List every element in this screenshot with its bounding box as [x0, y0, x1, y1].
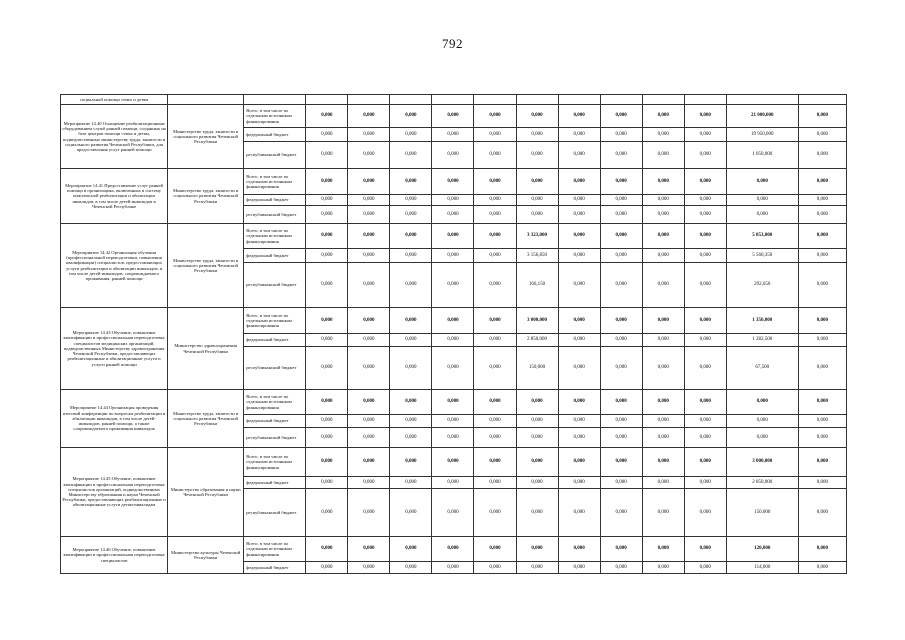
value-cell: 0,000: [600, 195, 642, 206]
value-cell: 0,000: [798, 347, 846, 390]
value-cell: 0,000: [798, 105, 846, 128]
value-cell: 0,000: [474, 142, 516, 169]
value-cell: 0,000: [642, 390, 684, 415]
value-cell: 0,000: [306, 105, 348, 128]
value-cell: 0,000: [684, 334, 726, 347]
value-cell: 2 850,000: [726, 477, 798, 489]
funding-source-cell: федеральный бюджет: [244, 195, 306, 206]
value-cell: 0,000: [558, 415, 600, 428]
value-cell: 0,000: [390, 195, 432, 206]
value-cell: 0,000: [390, 224, 432, 249]
value-cell: 0,000: [306, 308, 348, 334]
value-cell: 0,000: [600, 537, 642, 562]
value-cell: 0,000: [474, 489, 516, 537]
value-cell: 0,000: [474, 477, 516, 489]
value-cell: 0,000: [684, 308, 726, 334]
value-cell: 0,000: [600, 428, 642, 448]
value-cell: 0,000: [516, 415, 558, 428]
value-cell: 0,000: [390, 249, 432, 263]
activity-description: Мероприятие 14.44 Организация проведения итоговой конференции по вопросам реабилитации и абилитации инвалидов, в том числе детей-инвалидов, ранней помощи, а также сопровождаемого проживания инвалидов: [61, 390, 168, 448]
value-cell: 0,000: [558, 142, 600, 169]
funding-source-cell: Всего, в том числе по отдельным источникам финансирования: [244, 224, 306, 249]
value-cell: 0,000: [642, 428, 684, 448]
value-cell: 0,000: [306, 195, 348, 206]
executor-cell: Министерство труда, занятости и социального развития Чеченской Республики: [168, 169, 244, 224]
table-row: [61, 169, 847, 195]
value-cell: 0,000: [642, 334, 684, 347]
value-cell: 0,000: [432, 263, 474, 308]
value-cell: 0,000: [684, 489, 726, 537]
value-cell: 21 000,000: [726, 105, 798, 128]
value-cell: 0,000: [684, 105, 726, 128]
budget-table: [60, 94, 847, 574]
value-cell: 0,000: [474, 390, 516, 415]
value-cell: 0,000: [642, 537, 684, 562]
table-row: [61, 537, 847, 562]
value-cell: 0,000: [684, 477, 726, 489]
value-cell: 0,000: [516, 448, 558, 477]
value-cell: 0,000: [390, 105, 432, 128]
value-cell: 0,000: [306, 334, 348, 347]
value-cell: 0,000: [642, 142, 684, 169]
value-cell: 0,000: [600, 415, 642, 428]
empty-cell: [306, 95, 348, 105]
value-cell: 0,000: [390, 537, 432, 562]
value-cell: 0,000: [684, 263, 726, 308]
value-cell: 0,000: [558, 448, 600, 477]
value-cell: 0,000: [432, 477, 474, 489]
empty-cell: [726, 95, 798, 105]
value-cell: 0,000: [558, 334, 600, 347]
value-cell: 0,000: [684, 206, 726, 224]
value-cell: 0,000: [600, 347, 642, 390]
value-cell: 0,000: [306, 128, 348, 142]
funding-source-cell: республиканский бюджет: [244, 347, 306, 390]
value-cell: 0,000: [432, 390, 474, 415]
value-cell: 0,000: [684, 415, 726, 428]
value-cell: 3 156,850: [516, 249, 558, 263]
value-cell: 0,000: [558, 249, 600, 263]
funding-source-cell: республиканский бюджет: [244, 206, 306, 224]
value-cell: 0,000: [642, 224, 684, 249]
value-cell: 3 000,000: [516, 308, 558, 334]
value-cell: 0,000: [474, 169, 516, 195]
value-cell: 0,000: [600, 206, 642, 224]
empty-cell: [642, 95, 684, 105]
executor-cell: Министерство образования и науки Чеченской Республики: [168, 448, 244, 537]
value-cell: 0,000: [642, 206, 684, 224]
value-cell: 0,000: [558, 263, 600, 308]
funding-source-cell: Всего, в том числе по отдельным источникам финансирования: [244, 390, 306, 415]
empty-cell: [474, 95, 516, 105]
value-cell: 0,000: [390, 142, 432, 169]
value-cell: 0,000: [798, 128, 846, 142]
value-cell: 0,000: [798, 489, 846, 537]
value-cell: 0,000: [432, 105, 474, 128]
executor-cell: Министерство труда, занятости и социального развития Чеченской Республики: [168, 390, 244, 448]
value-cell: 0,000: [432, 489, 474, 537]
value-cell: 0,000: [642, 347, 684, 390]
value-cell: 0,000: [726, 169, 798, 195]
funding-source-cell: федеральный бюджет: [244, 477, 306, 489]
value-cell: 0,000: [390, 448, 432, 477]
value-cell: 0,000: [306, 224, 348, 249]
value-cell: 0,000: [516, 142, 558, 169]
funding-source-cell: Всего, в том числе по отдельным источникам финансирования: [244, 169, 306, 195]
value-cell: 0,000: [600, 448, 642, 477]
value-cell: 0,000: [474, 206, 516, 224]
value-cell: 0,000: [726, 390, 798, 415]
value-cell: 0,000: [558, 195, 600, 206]
value-cell: 150,000: [726, 489, 798, 537]
value-cell: 0,000: [726, 415, 798, 428]
value-cell: 0,000: [558, 128, 600, 142]
value-cell: 0,000: [516, 537, 558, 562]
value-cell: 0,000: [348, 142, 390, 169]
value-cell: 0,000: [558, 477, 600, 489]
value-cell: 0,000: [684, 128, 726, 142]
value-cell: 0,000: [798, 308, 846, 334]
value-cell: 0,000: [348, 128, 390, 142]
value-cell: 0,000: [684, 537, 726, 562]
value-cell: 0,000: [516, 206, 558, 224]
activity-description: Мероприятие 14.45 Обучение, повышение квалификации и профессиональная переподготовка специалистов организаций, подведомственных Министерству образования и науки Чеченской Республики, предоставляющих реабилитационные и абилитационные услуги детям-инвалидам: [61, 448, 168, 537]
value-cell: 0,000: [558, 169, 600, 195]
value-cell: 0,000: [348, 169, 390, 195]
value-cell: 0,000: [474, 334, 516, 347]
value-cell: 5 853,000: [726, 224, 798, 249]
value-cell: 0,000: [558, 428, 600, 448]
value-cell: 0,000: [600, 224, 642, 249]
value-cell: 0,000: [798, 195, 846, 206]
funding-source-cell: федеральный бюджет: [244, 562, 306, 574]
value-cell: 0,000: [390, 128, 432, 142]
value-cell: 0,000: [306, 206, 348, 224]
value-cell: 0,000: [474, 415, 516, 428]
activity-description: Мероприятие 14.42 Организация обучения (профессиональной переподготовки, повышения квалификации) специалистов, предоставляющих услуги реабилитации и абилитации инвалидов, в том числе детей-инвалидов, сопровождаемого проживания, ранней помощи: [61, 224, 168, 308]
value-cell: 0,000: [432, 128, 474, 142]
activity-description: Мероприятие 14.41 Предоставление услуг ранней помощи в организациях, включенных в систему комплексной реабилитации и абилитации инвалидов, в том числе детей-инвалидов в Чеченской Республике: [61, 169, 168, 224]
value-cell: 0,000: [348, 415, 390, 428]
value-cell: 0,000: [390, 562, 432, 574]
value-cell: 0,000: [642, 308, 684, 334]
value-cell: 0,000: [390, 477, 432, 489]
funding-source-cell: федеральный бюджет: [244, 128, 306, 142]
funding-source-cell: федеральный бюджет: [244, 334, 306, 347]
value-cell: 0,000: [684, 195, 726, 206]
value-cell: 0,000: [474, 249, 516, 263]
value-cell: 0,000: [390, 263, 432, 308]
value-cell: 0,000: [348, 263, 390, 308]
value-cell: 0,000: [432, 224, 474, 249]
value-cell: 0,000: [798, 477, 846, 489]
value-cell: 0,000: [348, 308, 390, 334]
value-cell: 0,000: [798, 562, 846, 574]
value-cell: 0,000: [600, 562, 642, 574]
value-cell: 2 850,000: [516, 334, 558, 347]
funding-source-cell: республиканский бюджет: [244, 489, 306, 537]
value-cell: 0,000: [348, 224, 390, 249]
value-cell: 0,000: [306, 477, 348, 489]
value-cell: 0,000: [348, 477, 390, 489]
value-cell: 0,000: [306, 142, 348, 169]
value-cell: 120,000: [726, 537, 798, 562]
value-cell: 5 560,350: [726, 249, 798, 263]
value-cell: 0,000: [432, 448, 474, 477]
executor-cell: Министерство труда, занятости и социального развития Чеченской Республики: [168, 105, 244, 169]
value-cell: 0,000: [390, 347, 432, 390]
value-cell: 0,000: [306, 562, 348, 574]
value-cell: 0,000: [798, 334, 846, 347]
value-cell: 0,000: [798, 448, 846, 477]
empty-cell: [390, 95, 432, 105]
value-cell: 0,000: [306, 169, 348, 195]
value-cell: 0,000: [474, 562, 516, 574]
funding-source-cell: Всего, в том числе по отдельным источникам финансирования: [244, 448, 306, 477]
activity-description: Мероприятие 14.40 Оснащение реабилитационным оборудованием служб ранней помощи, созданных на базе центров помощи семье и детям, подведомственных министерству труда, занятости и социального развития Чеченской Республики, для предоставления услуг ранней помощи: [61, 105, 168, 169]
empty-cell: [168, 95, 244, 105]
value-cell: 0,000: [726, 195, 798, 206]
value-cell: 0,000: [474, 448, 516, 477]
value-cell: 0,000: [726, 206, 798, 224]
value-cell: 0,000: [432, 169, 474, 195]
value-cell: 0,000: [642, 169, 684, 195]
value-cell: 0,000: [558, 537, 600, 562]
page-number: 792: [442, 36, 463, 51]
value-cell: 0,000: [390, 334, 432, 347]
value-cell: 0,000: [600, 263, 642, 308]
empty-cell: [798, 95, 846, 105]
table-row: [61, 308, 847, 334]
value-cell: 0,000: [642, 263, 684, 308]
value-cell: 0,000: [348, 334, 390, 347]
table-row: [61, 105, 847, 128]
value-cell: 0,000: [684, 428, 726, 448]
value-cell: 0,000: [600, 489, 642, 537]
value-cell: 0,000: [474, 128, 516, 142]
value-cell: 0,000: [516, 169, 558, 195]
value-cell: 0,000: [390, 169, 432, 195]
value-cell: 0,000: [642, 249, 684, 263]
executor-cell: Министерство культуры Чеченской Республики: [168, 537, 244, 574]
value-cell: 0,000: [390, 390, 432, 415]
empty-cell: [684, 95, 726, 105]
value-cell: 0,000: [798, 206, 846, 224]
value-cell: 0,000: [348, 562, 390, 574]
value-cell: 1 282,500: [726, 334, 798, 347]
value-cell: 0,000: [432, 428, 474, 448]
value-cell: 0,000: [684, 249, 726, 263]
value-cell: 0,000: [432, 308, 474, 334]
funding-source-cell: республиканский бюджет: [244, 142, 306, 169]
value-cell: 0,000: [642, 105, 684, 128]
table-row: [61, 95, 847, 105]
value-cell: 0,000: [432, 347, 474, 390]
value-cell: 0,000: [348, 537, 390, 562]
value-cell: 0,000: [642, 562, 684, 574]
value-cell: 3 000,000: [726, 448, 798, 477]
value-cell: 0,000: [348, 448, 390, 477]
funding-source-cell: Всего, в том числе по отдельным источникам финансирования: [244, 308, 306, 334]
value-cell: 0,000: [516, 195, 558, 206]
value-cell: 0,000: [306, 428, 348, 448]
value-cell: 0,000: [600, 142, 642, 169]
value-cell: 0,000: [432, 415, 474, 428]
value-cell: 0,000: [348, 489, 390, 537]
value-cell: 0,000: [432, 142, 474, 169]
value-cell: 0,000: [516, 105, 558, 128]
value-cell: 114,000: [726, 562, 798, 574]
empty-cell: [432, 95, 474, 105]
value-cell: 0,000: [558, 224, 600, 249]
executor-cell: Министерство здравоохранения Чеченской Республики: [168, 308, 244, 390]
empty-cell: [600, 95, 642, 105]
activity-description: Мероприятие 14.46 Обучение, повышение квалификации и профессиональная переподготовка специалистов: [61, 537, 168, 574]
value-cell: 0,000: [432, 195, 474, 206]
value-cell: 0,000: [516, 477, 558, 489]
value-cell: 0,000: [798, 428, 846, 448]
funding-source-cell: Всего, в том числе по отдельным источникам финансирования: [244, 537, 306, 562]
funding-source-cell: федеральный бюджет: [244, 415, 306, 428]
value-cell: 0,000: [306, 448, 348, 477]
value-cell: 0,000: [600, 105, 642, 128]
value-cell: 0,000: [600, 308, 642, 334]
value-cell: 67,500: [726, 347, 798, 390]
value-cell: 0,000: [642, 415, 684, 428]
table-row: [61, 224, 847, 249]
value-cell: 0,000: [642, 489, 684, 537]
value-cell: 0,000: [306, 415, 348, 428]
value-cell: 0,000: [432, 537, 474, 562]
value-cell: 0,000: [600, 477, 642, 489]
value-cell: 0,000: [684, 169, 726, 195]
value-cell: 0,000: [390, 206, 432, 224]
value-cell: 3 323,000: [516, 224, 558, 249]
value-cell: 0,000: [558, 206, 600, 224]
value-cell: 0,000: [306, 263, 348, 308]
value-cell: 0,000: [348, 428, 390, 448]
value-cell: 19 950,000: [726, 128, 798, 142]
value-cell: 0,000: [516, 128, 558, 142]
funding-source-cell: Всего, в том числе по отдельным источникам финансирования: [244, 105, 306, 128]
value-cell: 0,000: [432, 206, 474, 224]
value-cell: 0,000: [390, 489, 432, 537]
value-cell: 0,000: [558, 347, 600, 390]
value-cell: 0,000: [642, 128, 684, 142]
value-cell: 0,000: [600, 334, 642, 347]
funding-source-cell: республиканский бюджет: [244, 428, 306, 448]
value-cell: 0,000: [474, 195, 516, 206]
value-cell: 0,000: [390, 415, 432, 428]
value-cell: 0,000: [432, 562, 474, 574]
value-cell: 0,000: [516, 390, 558, 415]
value-cell: 292,650: [726, 263, 798, 308]
value-cell: 0,000: [642, 477, 684, 489]
value-cell: 0,000: [642, 195, 684, 206]
value-cell: 0,000: [474, 308, 516, 334]
value-cell: 0,000: [600, 169, 642, 195]
value-cell: 0,000: [474, 347, 516, 390]
value-cell: 1 050,000: [726, 142, 798, 169]
value-cell: 0,000: [798, 415, 846, 428]
value-cell: 0,000: [642, 448, 684, 477]
value-cell: 0,000: [684, 347, 726, 390]
value-cell: 0,000: [684, 562, 726, 574]
table-row: [61, 390, 847, 415]
value-cell: 0,000: [390, 308, 432, 334]
value-cell: 0,000: [474, 537, 516, 562]
value-cell: 0,000: [348, 195, 390, 206]
value-cell: 0,000: [348, 249, 390, 263]
empty-cell: [244, 95, 306, 105]
empty-cell: [516, 95, 558, 105]
executor-cell: Министерство труда, занятости и социального развития Чеченской Республики: [168, 224, 244, 308]
value-cell: 0,000: [558, 308, 600, 334]
value-cell: 0,000: [798, 263, 846, 308]
value-cell: 0,000: [306, 390, 348, 415]
value-cell: 0,000: [390, 428, 432, 448]
value-cell: 0,000: [306, 347, 348, 390]
value-cell: 0,000: [798, 224, 846, 249]
value-cell: 0,000: [600, 128, 642, 142]
value-cell: 0,000: [516, 428, 558, 448]
value-cell: 0,000: [798, 142, 846, 169]
value-cell: 0,000: [306, 489, 348, 537]
empty-cell: [348, 95, 390, 105]
value-cell: 0,000: [798, 249, 846, 263]
value-cell: 0,000: [474, 105, 516, 128]
activity-description: Мероприятие 14.43 Обучение, повышение квалификации и профессиональная переподготовка специалистов медицинских организаций, подведомственных Министерству здравоохранения Чеченской Республики, предоставляющих реабилитационные и абилитационные услуги и услуги ранней помощи: [61, 308, 168, 390]
value-cell: 0,000: [600, 249, 642, 263]
value-cell: 1 350,000: [726, 308, 798, 334]
activity-description: социальной помощи семье и детям: [61, 95, 168, 105]
value-cell: 0,000: [516, 562, 558, 574]
value-cell: 150,000: [516, 347, 558, 390]
value-cell: 166,150: [516, 263, 558, 308]
value-cell: 0,000: [474, 224, 516, 249]
value-cell: 0,000: [798, 537, 846, 562]
value-cell: 0,000: [306, 537, 348, 562]
value-cell: 0,000: [558, 390, 600, 415]
value-cell: 0,000: [726, 428, 798, 448]
funding-source-cell: федеральный бюджет: [244, 249, 306, 263]
value-cell: 0,000: [558, 489, 600, 537]
value-cell: 0,000: [684, 224, 726, 249]
value-cell: 0,000: [306, 249, 348, 263]
value-cell: 0,000: [684, 390, 726, 415]
funding-source-cell: республиканский бюджет: [244, 263, 306, 308]
value-cell: 0,000: [348, 390, 390, 415]
table-row: [61, 448, 847, 477]
value-cell: 0,000: [432, 334, 474, 347]
value-cell: 0,000: [348, 206, 390, 224]
value-cell: 0,000: [600, 390, 642, 415]
value-cell: 0,000: [516, 489, 558, 537]
value-cell: 0,000: [348, 105, 390, 128]
value-cell: 0,000: [684, 448, 726, 477]
value-cell: 0,000: [798, 169, 846, 195]
value-cell: 0,000: [474, 263, 516, 308]
value-cell: 0,000: [558, 105, 600, 128]
empty-cell: [558, 95, 600, 105]
value-cell: 0,000: [348, 347, 390, 390]
value-cell: 0,000: [474, 428, 516, 448]
value-cell: 0,000: [798, 390, 846, 415]
value-cell: 0,000: [558, 562, 600, 574]
value-cell: 0,000: [432, 249, 474, 263]
value-cell: 0,000: [684, 142, 726, 169]
